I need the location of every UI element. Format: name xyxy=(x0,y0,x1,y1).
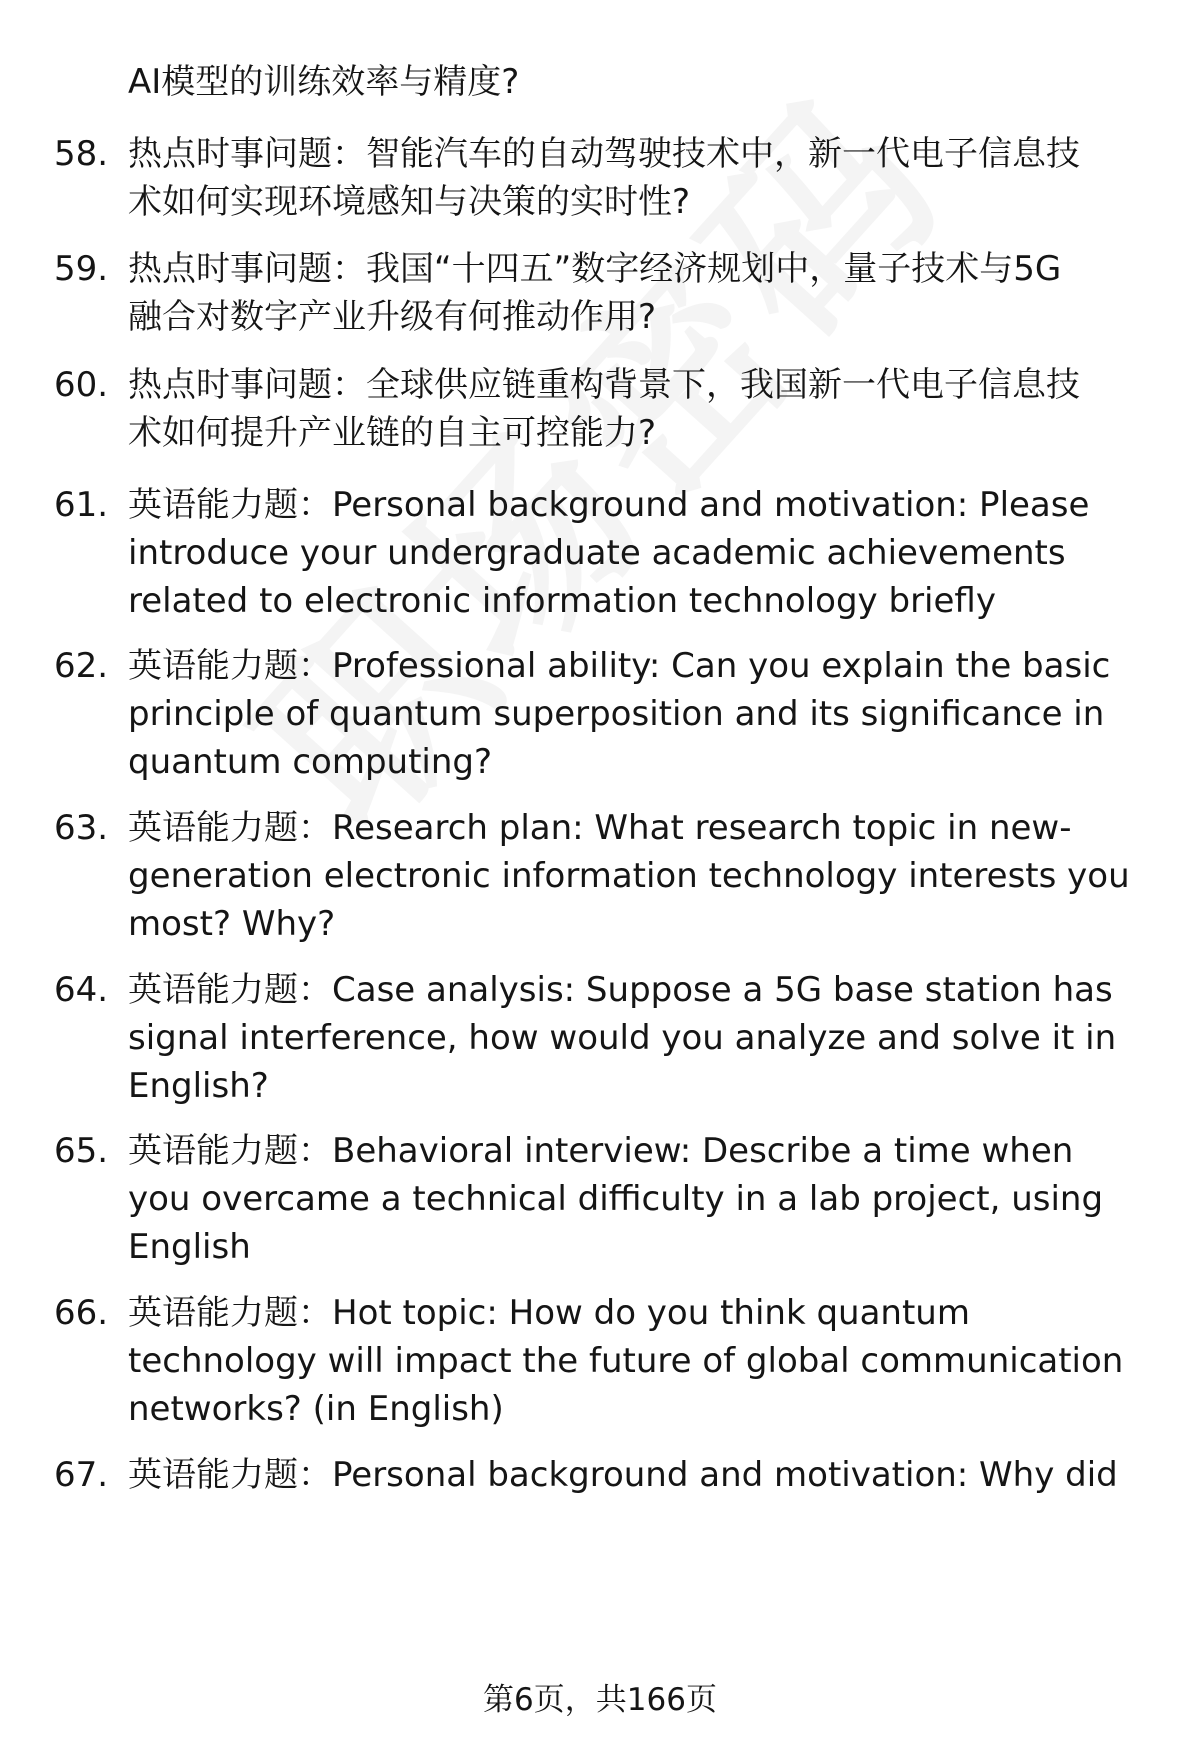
question-number: 67. xyxy=(54,1455,109,1495)
question-line: introduce your undergraduate academic achievements xyxy=(128,533,1066,573)
question-line: 热点时事问题：智能汽车的自动驾驶技术中，新一代电子信息技 xyxy=(128,134,1080,174)
question-number: 66. xyxy=(54,1293,109,1333)
question-line: signal interference, how would you analyze and solve it in xyxy=(128,1018,1117,1058)
question-line: 术如何实现环境感知与决策的实时性? xyxy=(128,182,691,222)
question-line: 英语能力题：Personal background and motivation: Please xyxy=(128,485,1090,525)
question-number: 59. xyxy=(54,249,109,289)
page-footer: 第6页，共166页 xyxy=(483,1682,717,1718)
question-text xyxy=(128,481,1180,625)
question-text xyxy=(128,966,1180,1110)
question-line: most? Why? xyxy=(128,904,336,944)
question-line: 英语能力题：Behavioral interview: Describe a time when xyxy=(128,1131,1074,1171)
continuation-text: AI模型的训练效率与精度? xyxy=(128,62,520,102)
question-text xyxy=(128,245,1180,341)
question-line: quantum computing? xyxy=(128,742,493,782)
question-text xyxy=(128,1127,1180,1271)
question-line: 术如何提升产业链的自主可控能力? xyxy=(128,413,657,453)
question-line: you overcame a technical difficulty in a lab project, using xyxy=(128,1179,1104,1219)
question-line: 英语能力题：Case analysis: Suppose a 5G base station has xyxy=(128,970,1113,1010)
question-line: generation electronic information technology interests you xyxy=(128,856,1130,896)
question-number: 64. xyxy=(54,970,109,1010)
question-line: 热点时事问题：全球供应链重构背景下，我国新一代电子信息技 xyxy=(128,365,1080,405)
question-line: technology will impact the future of global communication xyxy=(128,1341,1124,1381)
question-line: networks? (in English) xyxy=(128,1389,504,1429)
question-line: 热点时事问题：我国“十四五”数字经济规划中，量子技术与5G xyxy=(128,249,1062,289)
question-number: 60. xyxy=(54,365,109,405)
question-line: principle of quantum superposition and its significance in xyxy=(128,694,1105,734)
question-text xyxy=(128,804,1180,948)
question-line: 英语能力题：Professional ability: Can you explain the basic xyxy=(128,646,1111,686)
question-text xyxy=(128,1289,1180,1433)
question-line: 融合对数字产业升级有何推动作用? xyxy=(128,297,657,337)
question-line: English? xyxy=(128,1066,269,1106)
question-number: 62. xyxy=(54,646,109,686)
question-number: 61. xyxy=(54,485,109,525)
question-line: related to electronic information technology briefly xyxy=(128,581,996,621)
question-line: 英语能力题：Personal background and motivation: Why did xyxy=(128,1455,1118,1495)
question-text xyxy=(128,130,1180,226)
question-number: 58. xyxy=(54,134,109,174)
question-line: 英语能力题：Research plan: What research topic in new- xyxy=(128,808,1072,848)
question-line: English xyxy=(128,1227,251,1267)
question-line: 英语能力题：Hot topic: How do you think quantum xyxy=(128,1293,970,1333)
question-number: 63. xyxy=(54,808,109,848)
question-text xyxy=(128,642,1180,786)
question-text xyxy=(128,1451,1180,1499)
question-text xyxy=(128,361,1180,457)
question-number: 65. xyxy=(54,1131,109,1171)
